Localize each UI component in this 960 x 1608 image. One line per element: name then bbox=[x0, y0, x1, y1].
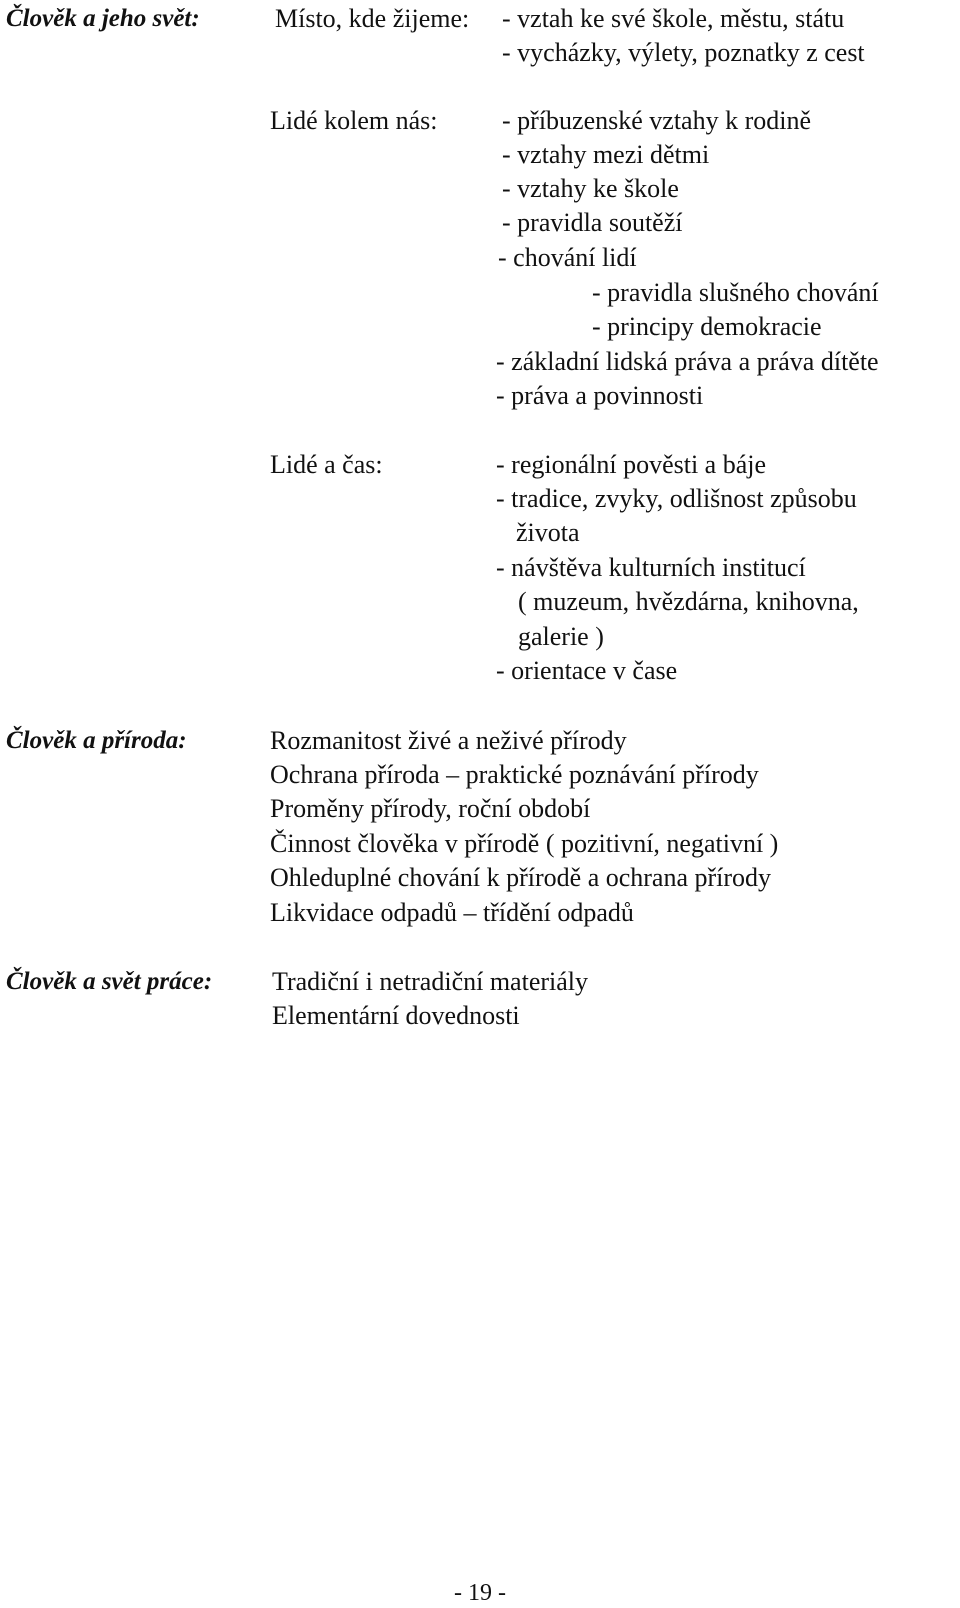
list-item: - vycházky, výlety, poznatky z cest bbox=[502, 38, 865, 67]
section-title-clovek-a-priroda: Člověk a příroda: bbox=[6, 727, 187, 754]
list-item: - regionální pověsti a báje bbox=[496, 450, 767, 479]
list-item: života bbox=[516, 518, 580, 547]
list-item: - vztah ke své škole, městu, státu bbox=[502, 4, 845, 33]
list-item: - příbuzenské vztahy k rodině bbox=[502, 106, 812, 135]
list-item: - základní lidská práva a práva dítěte bbox=[496, 347, 879, 376]
list-item: - práva a povinnosti bbox=[496, 381, 704, 410]
list-item: Proměny přírody, roční období bbox=[270, 794, 591, 823]
section-title-clovek-a-jeho-svet: Člověk a jeho svět: bbox=[6, 5, 200, 32]
list-item: Ochrana příroda – praktické poznávání přírody bbox=[270, 760, 759, 789]
section-title-clovek-a-svet-prace: Člověk a svět práce: bbox=[6, 968, 213, 995]
list-item: Tradiční i netradiční materiály bbox=[272, 967, 588, 996]
list-item: Elementární dovednosti bbox=[272, 1001, 520, 1030]
list-item: - pravidla soutěží bbox=[502, 208, 683, 237]
list-item: - návštěva kulturních institucí bbox=[496, 553, 806, 582]
group-label-misto-kde-zijeme: Místo, kde žijeme: bbox=[275, 4, 470, 33]
list-item: Ohleduplné chování k přírodě a ochrana přírody bbox=[270, 863, 772, 892]
list-item: - tradice, zvyky, odlišnost způsobu bbox=[496, 484, 857, 513]
list-item: - vztahy ke škole bbox=[502, 174, 679, 203]
list-item: - pravidla slušného chování bbox=[592, 278, 879, 307]
list-item: Činnost člověka v přírodě ( pozitivní, negativní ) bbox=[270, 829, 779, 858]
list-item: Rozmanitost živé a neživé přírody bbox=[270, 726, 627, 755]
list-item: - orientace v čase bbox=[496, 656, 678, 685]
list-item: - chování lidí bbox=[498, 243, 637, 272]
group-label-lide-kolem-nas: Lidé kolem nás: bbox=[270, 106, 438, 135]
list-item: Likvidace odpadů – třídění odpadů bbox=[270, 898, 634, 927]
list-item: - vztahy mezi dětmi bbox=[502, 140, 710, 169]
group-label-lide-a-cas: Lidé a čas: bbox=[270, 450, 383, 479]
list-item: ( muzeum, hvězdárna, knihovna, bbox=[518, 587, 859, 616]
page-number: - 19 - bbox=[454, 1580, 506, 1606]
list-item: galerie ) bbox=[518, 622, 604, 651]
list-item: - principy demokracie bbox=[592, 312, 822, 341]
